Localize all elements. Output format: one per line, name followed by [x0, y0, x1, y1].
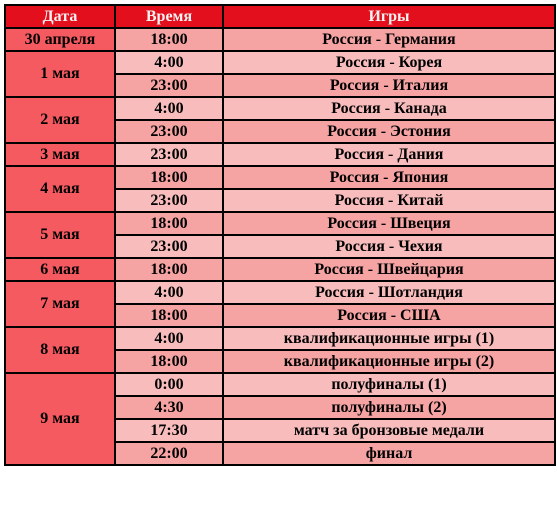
time-cell: 23:00: [115, 235, 223, 258]
header-time: Время: [115, 5, 223, 28]
game-cell: квалификационные игры (1): [223, 327, 555, 350]
game-cell: Россия - Чехия: [223, 235, 555, 258]
time-cell: 18:00: [115, 350, 223, 373]
header-games: Игры: [223, 5, 555, 28]
date-cell: 9 мая: [5, 373, 115, 465]
time-cell: 0:00: [115, 373, 223, 396]
time-cell: 18:00: [115, 212, 223, 235]
table-row: [5, 373, 555, 396]
game-cell: полуфиналы (1): [223, 373, 555, 396]
game-cell: Россия - Китай: [223, 189, 555, 212]
header-date: Дата: [5, 5, 115, 28]
table-row: [5, 327, 555, 350]
time-cell: 4:00: [115, 97, 223, 120]
time-cell: 4:00: [115, 281, 223, 304]
game-cell: Россия - Дания: [223, 143, 555, 166]
time-cell: 23:00: [115, 120, 223, 143]
table-row: [5, 281, 555, 304]
time-cell: 18:00: [115, 304, 223, 327]
game-cell: матч за бронзовые медали: [223, 419, 555, 442]
date-cell: 5 мая: [5, 212, 115, 258]
game-cell: Россия - Корея: [223, 51, 555, 74]
time-cell: 23:00: [115, 143, 223, 166]
date-cell: 3 мая: [5, 143, 115, 166]
header-row: [5, 5, 555, 28]
schedule-table: [4, 4, 556, 466]
table-row: [5, 28, 555, 51]
game-cell: Россия - Канада: [223, 97, 555, 120]
game-cell: квалификационные игры (2): [223, 350, 555, 373]
time-cell: 4:30: [115, 396, 223, 419]
date-cell: 1 мая: [5, 51, 115, 97]
game-cell: Россия - Япония: [223, 166, 555, 189]
table-row: [5, 143, 555, 166]
game-cell: полуфиналы (2): [223, 396, 555, 419]
time-cell: 4:00: [115, 327, 223, 350]
time-cell: 4:00: [115, 51, 223, 74]
date-cell: 7 мая: [5, 281, 115, 327]
table-row: [5, 258, 555, 281]
game-cell: Россия - Германия: [223, 28, 555, 51]
game-cell: финал: [223, 442, 555, 465]
time-cell: 18:00: [115, 258, 223, 281]
date-cell: 30 апреля: [5, 28, 115, 51]
table-row: [5, 97, 555, 120]
table-row: [5, 166, 555, 189]
game-cell: Россия - Эстония: [223, 120, 555, 143]
time-cell: 18:00: [115, 166, 223, 189]
time-cell: 22:00: [115, 442, 223, 465]
time-cell: 18:00: [115, 28, 223, 51]
game-cell: Россия - США: [223, 304, 555, 327]
game-cell: Россия - Швеция: [223, 212, 555, 235]
time-cell: 23:00: [115, 74, 223, 97]
time-cell: 23:00: [115, 189, 223, 212]
date-cell: 2 мая: [5, 97, 115, 143]
table-row: [5, 212, 555, 235]
date-cell: 4 мая: [5, 166, 115, 212]
game-cell: Россия - Италия: [223, 74, 555, 97]
date-cell: 8 мая: [5, 327, 115, 373]
time-cell: 17:30: [115, 419, 223, 442]
game-cell: Россия - Шотландия: [223, 281, 555, 304]
schedule-body: [5, 28, 555, 465]
game-cell: Россия - Швейцария: [223, 258, 555, 281]
table-row: [5, 51, 555, 74]
date-cell: 6 мая: [5, 258, 115, 281]
